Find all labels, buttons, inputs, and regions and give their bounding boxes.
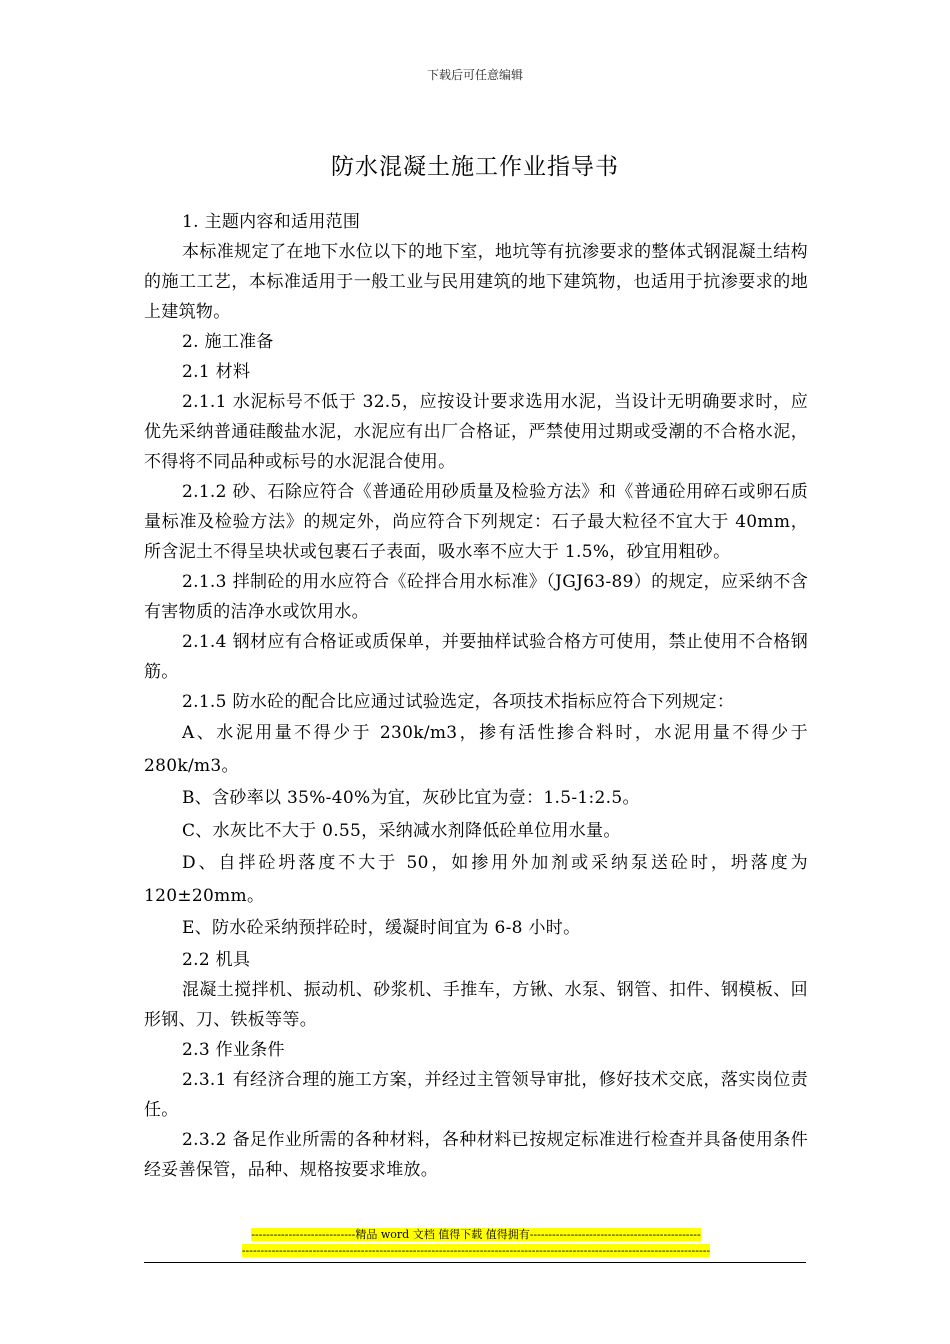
list-item: A、水泥用量不得少于 230k/m3，掺有活性掺合料时，水泥用量不得少于 280k/m3。: [144, 723, 808, 776]
paragraph: 2.3.1 有经济合理的施工方案，并经过主管领导审批，修好技术交底，落实岗位责任。: [144, 1069, 808, 1120]
section-heading: 2.1 材料: [182, 362, 251, 382]
paragraph: 2.1.4 钢材应有合格证或质保单，并要抽样试验合格方可使用，禁止使用不合格钢筋。: [144, 632, 808, 682]
paragraph: 2.3.2 备足作业所需的各种材料，各种材料已按规定标准进行检查并具备使用条件经妥善保管，品种、规格按要求堆放。: [144, 1129, 808, 1180]
footer-banner: [144, 1227, 808, 1259]
paragraph: 2.1.1 水泥标号不低于 32.5，应按设计要求选用水泥，当设计无明确要求时，应优先采纳普通硅酸盐水泥，水泥应有出厂合格证，严禁使用过期或受潮的不合格水泥，不得将不同品种或标号的水泥混合使用。: [144, 392, 808, 472]
document-title: 防水混凝土施工作业指导书: [331, 154, 619, 180]
footer-banner-line: ----------------------------精品 word 文档 值得下载 值得拥有----------------------------------------------: [251, 1228, 701, 1241]
paragraph: 混凝土搅拌机、振动机、砂浆机、手推车，方锹、水泵、钢管、扣件、钢模板、回形钢、刀、铁板等等。: [144, 979, 808, 1030]
document-body: [144, 207, 808, 1185]
paragraph: 本标准规定了在地下水位以下的地下室，地坑等有抗渗要求的整体式钢混凝土结构的施工工艺，本标准适用于一般工业与民用建筑的地下建筑物，也适用于抗渗要求的地上建筑物。: [144, 242, 808, 322]
list-item: C、水灰比不大于 0.55，采纳减水剂降低砼单位用水量。: [182, 820, 621, 841]
footer-rule: [144, 1262, 806, 1263]
section-heading: 1. 主题内容和适用范围: [182, 212, 361, 232]
paragraph: 2.1.2 砂、石除应符合《普通砼用砂质量及检验方法》和《普通砼用碎石或卵石质量标准及检验方法》的规定外，尚应符合下列规定：石子最大粒径不宜大于 40mm，所含泥土不得呈块状或包裹石子表面，吸水率不应大于 1.5%，砂宜用粗砂。: [144, 482, 808, 562]
section-heading: 2.2 机具: [182, 949, 251, 970]
paragraph: 2.1.5 防水砼的配合比应通过试验选定，各项技术指标应符合下列规定：: [182, 692, 735, 712]
list-item: E、防水砼采纳预拌砼时，缓凝时间宜为 6-8 小时。: [182, 918, 581, 938]
paragraph: 2.1.3 拌制砼的用水应符合《砼拌合用水标准》（JGJ63-89）的规定，应采纳不含有害物质的洁净水或饮用水。: [144, 572, 808, 622]
header-note: 下载后可任意编辑: [426, 68, 523, 82]
section-heading: 2.3 作业条件: [182, 1039, 285, 1060]
list-item: D、自拌砼坍落度不大于 50，如掺用外加剂或采纳泵送砼时，坍落度为 120±20mm。: [144, 853, 808, 906]
section-heading: 2. 施工准备: [182, 332, 274, 352]
list-item: B、含砂率以 35%-40%为宜，灰砂比宜为壹：1.5-1:2.5。: [182, 788, 640, 808]
footer-banner-dashes: ------------------------------------------------------------------------------------------------------------------------------: [241, 1244, 711, 1257]
